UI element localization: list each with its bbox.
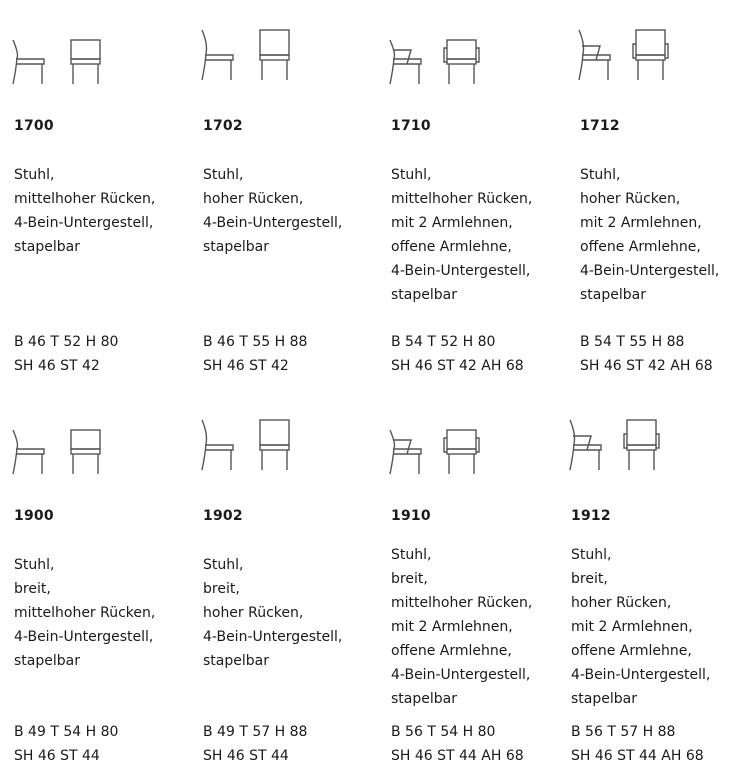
dimension-line: B 49 T 54 H 80 bbox=[14, 724, 119, 740]
product-dimensions bbox=[580, 330, 713, 378]
description-line: 4-Bein-Untergestell, bbox=[571, 667, 711, 683]
product-card-1912 bbox=[571, 390, 750, 780]
product-description bbox=[391, 163, 532, 307]
description-line: stapelbar bbox=[571, 691, 637, 707]
dimension-line: SH 46 ST 44 bbox=[14, 748, 100, 764]
description-line: stapelbar bbox=[14, 239, 80, 255]
description-line: offene Armlehne, bbox=[571, 643, 692, 659]
description-line: mit 2 Armlehnen, bbox=[571, 619, 693, 635]
chair-front-view-icon bbox=[68, 28, 108, 88]
description-line: Stuhl, bbox=[203, 557, 244, 573]
product-description bbox=[14, 163, 155, 259]
description-line: offene Armlehne, bbox=[391, 239, 512, 255]
product-code: 1910 bbox=[391, 508, 431, 524]
description-line: mit 2 Armlehnen, bbox=[580, 215, 702, 231]
description-line: 4-Bein-Untergestell, bbox=[14, 629, 154, 645]
description-line: mit 2 Armlehnen, bbox=[391, 619, 513, 635]
product-dimensions bbox=[391, 720, 524, 768]
product-code: 1902 bbox=[203, 508, 243, 524]
description-line: 4-Bein-Untergestell, bbox=[391, 263, 531, 279]
description-line: hoher Rücken, bbox=[571, 595, 672, 611]
dimension-line: B 54 T 52 H 80 bbox=[391, 334, 496, 350]
description-line: stapelbar bbox=[391, 287, 457, 303]
product-description bbox=[203, 553, 342, 673]
description-line: breit, bbox=[14, 581, 51, 597]
chair-front-view-icon bbox=[68, 418, 108, 478]
description-line: mittelhoher Rücken, bbox=[14, 191, 156, 207]
description-line: Stuhl, bbox=[571, 547, 612, 563]
description-line: stapelbar bbox=[14, 653, 80, 669]
product-dimensions bbox=[14, 330, 118, 378]
dimension-line: B 56 T 54 H 80 bbox=[391, 724, 496, 740]
description-line: Stuhl, bbox=[203, 167, 244, 183]
product-description bbox=[580, 163, 719, 307]
product-dimensions bbox=[571, 720, 704, 768]
description-line: 4-Bein-Untergestell, bbox=[203, 215, 343, 231]
product-description bbox=[571, 543, 710, 711]
product-card-1712 bbox=[580, 0, 750, 390]
description-line: breit, bbox=[571, 571, 608, 587]
description-line: stapelbar bbox=[580, 287, 646, 303]
description-line: mit 2 Armlehnen, bbox=[391, 215, 513, 231]
dimension-line: SH 46 ST 42 AH 68 bbox=[580, 358, 713, 374]
description-line: mittelhoher Rücken, bbox=[391, 595, 533, 611]
product-card-1910 bbox=[391, 390, 571, 780]
product-dimensions bbox=[203, 720, 307, 768]
chair-side-view-icon bbox=[576, 24, 616, 84]
product-dimensions bbox=[391, 330, 524, 378]
description-line: Stuhl, bbox=[391, 547, 432, 563]
description-line: 4-Bein-Untergestell, bbox=[203, 629, 343, 645]
product-code: 1712 bbox=[580, 118, 620, 134]
chair-drawings bbox=[14, 418, 194, 478]
dimension-line: SH 46 ST 44 AH 68 bbox=[391, 748, 524, 764]
chair-side-view-icon bbox=[387, 28, 427, 88]
dimension-line: SH 46 ST 44 AH 68 bbox=[571, 748, 704, 764]
chair-drawings bbox=[203, 24, 383, 84]
description-line: Stuhl, bbox=[391, 167, 432, 183]
description-line: 4-Bein-Untergestell, bbox=[580, 263, 720, 279]
description-line: hoher Rücken, bbox=[203, 191, 304, 207]
dimension-line: B 56 T 57 H 88 bbox=[571, 724, 676, 740]
description-line: Stuhl, bbox=[580, 167, 621, 183]
product-description bbox=[203, 163, 342, 259]
chair-drawings bbox=[391, 28, 571, 88]
chair-drawings bbox=[14, 28, 194, 88]
product-code: 1710 bbox=[391, 118, 431, 134]
description-line: breit, bbox=[203, 581, 240, 597]
chair-front-view-icon bbox=[257, 24, 297, 84]
chair-side-view-icon bbox=[199, 24, 239, 84]
product-card-1900 bbox=[14, 390, 194, 780]
chair-side-view-icon bbox=[567, 414, 607, 474]
description-line: breit, bbox=[391, 571, 428, 587]
product-code: 1702 bbox=[203, 118, 243, 134]
product-code: 1900 bbox=[14, 508, 54, 524]
description-line: stapelbar bbox=[203, 653, 269, 669]
product-dimensions bbox=[14, 720, 118, 768]
product-code: 1912 bbox=[571, 508, 611, 524]
product-card-1702 bbox=[203, 0, 383, 390]
chair-side-view-icon bbox=[387, 418, 427, 478]
product-card-1700 bbox=[14, 0, 194, 390]
dimension-line: SH 46 ST 42 bbox=[14, 358, 100, 374]
chair-side-view-icon bbox=[199, 414, 239, 474]
description-line: Stuhl, bbox=[14, 167, 55, 183]
description-line: stapelbar bbox=[203, 239, 269, 255]
description-line: mittelhoher Rücken, bbox=[391, 191, 533, 207]
dimension-line: B 54 T 55 H 88 bbox=[580, 334, 685, 350]
description-line: stapelbar bbox=[391, 691, 457, 707]
chair-front-view-icon bbox=[441, 28, 487, 88]
chair-front-view-icon bbox=[441, 418, 487, 478]
description-line: Stuhl, bbox=[14, 557, 55, 573]
dimension-line: SH 46 ST 44 bbox=[203, 748, 289, 764]
chair-front-view-icon bbox=[257, 414, 297, 474]
description-line: hoher Rücken, bbox=[203, 605, 304, 621]
product-description bbox=[14, 553, 155, 673]
dimension-line: SH 46 ST 42 AH 68 bbox=[391, 358, 524, 374]
description-line: mittelhoher Rücken, bbox=[14, 605, 156, 621]
product-dimensions bbox=[203, 330, 307, 378]
chair-side-view-icon bbox=[10, 418, 50, 478]
chair-drawings bbox=[391, 418, 571, 478]
product-code: 1700 bbox=[14, 118, 54, 134]
dimension-line: B 49 T 57 H 88 bbox=[203, 724, 308, 740]
chair-front-view-icon bbox=[621, 414, 667, 474]
chair-drawings bbox=[203, 414, 383, 474]
description-line: hoher Rücken, bbox=[580, 191, 681, 207]
product-card-1710 bbox=[391, 0, 571, 390]
description-line: offene Armlehne, bbox=[391, 643, 512, 659]
chair-side-view-icon bbox=[10, 28, 50, 88]
chair-drawings bbox=[571, 414, 750, 474]
product-card-1902 bbox=[203, 390, 383, 780]
dimension-line: B 46 T 55 H 88 bbox=[203, 334, 308, 350]
product-description bbox=[391, 543, 532, 711]
description-line: 4-Bein-Untergestell, bbox=[14, 215, 154, 231]
dimension-line: B 46 T 52 H 80 bbox=[14, 334, 119, 350]
description-line: offene Armlehne, bbox=[580, 239, 701, 255]
chair-drawings bbox=[580, 24, 750, 84]
description-line: 4-Bein-Untergestell, bbox=[391, 667, 531, 683]
dimension-line: SH 46 ST 42 bbox=[203, 358, 289, 374]
chair-front-view-icon bbox=[630, 24, 676, 84]
